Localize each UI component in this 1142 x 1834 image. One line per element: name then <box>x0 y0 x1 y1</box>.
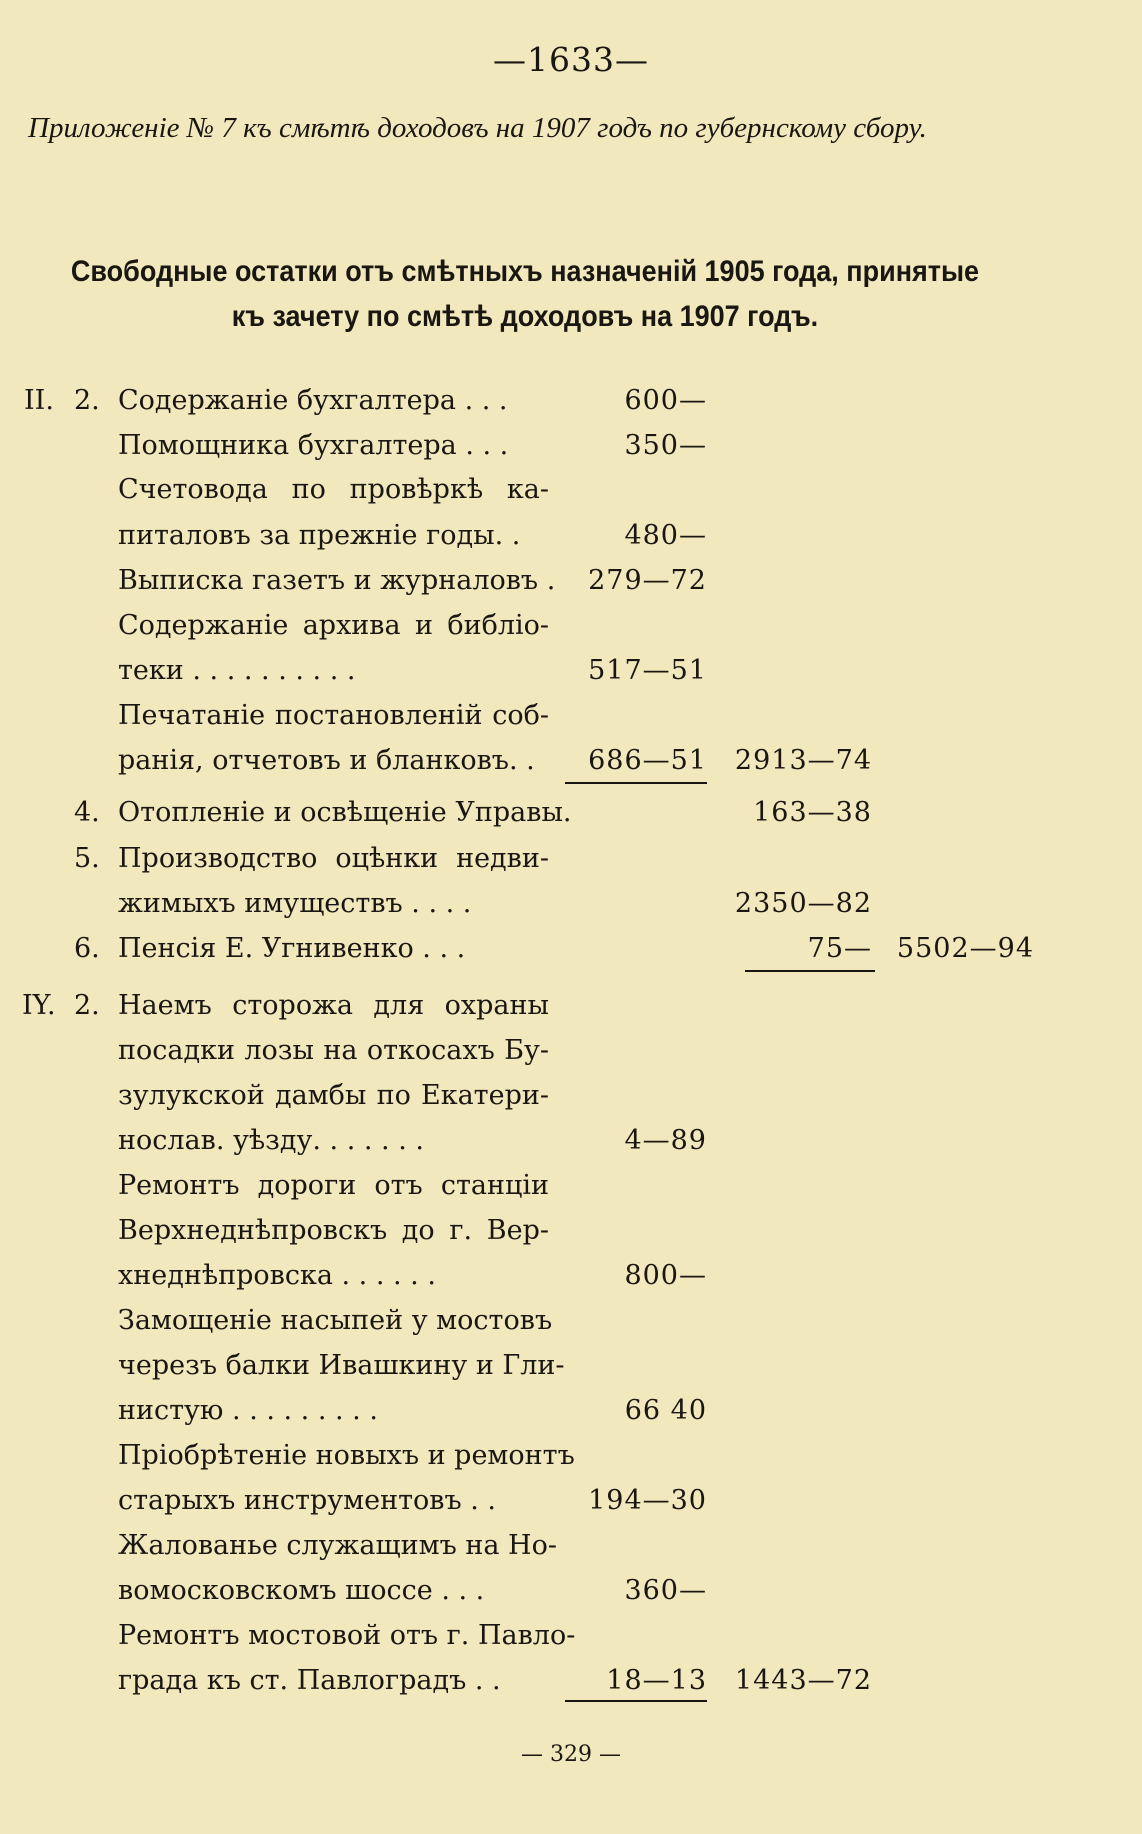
item-number: 4. <box>74 797 100 828</box>
entry-text: Помощника бухгалтера . . . <box>118 430 509 461</box>
item-number: 2. <box>74 385 100 416</box>
entry-text: посадки лозы на откосахъ Бу- <box>118 1035 549 1066</box>
entry-text: Пенсія Е. Угнивенко . . . <box>118 933 466 964</box>
entry-text: Наемъ сторожа для охраны <box>118 990 549 1021</box>
entry-amount: 480— <box>624 520 707 551</box>
entry-text: Ремонтъ дороги отъ станціи <box>118 1170 549 1201</box>
entry-text: хнеднѣпровска . . . . . . <box>118 1260 436 1291</box>
entry-amount: 75— <box>807 933 872 964</box>
entry-text: теки . . . . . . . . . . <box>118 655 356 686</box>
entry-text: града къ ст. Павлоградъ . . <box>118 1665 501 1696</box>
heading-line-2: къ зачету по смѣтѣ доходовъ на 1907 годъ. <box>231 300 819 333</box>
entry-amount: 2350—82 <box>734 888 872 919</box>
section-label: IY. <box>22 990 56 1021</box>
entry-text: Пріобрѣтеніе новыхъ и ремонтъ <box>118 1440 575 1471</box>
entry-text: Ремонтъ мостовой отъ г. Павло- <box>118 1620 576 1651</box>
heading-line-1: Свободные остатки отъ смѣтныхъ назначеній 1905 года, принятые <box>70 255 980 288</box>
entry-text: зулукской дамбы по Екатери- <box>118 1080 549 1111</box>
item-number: 6. <box>74 933 100 964</box>
entry-text: Производство оцѣнки недви- <box>118 843 549 874</box>
item-number: 5. <box>74 843 100 874</box>
underline <box>565 1700 707 1702</box>
entry-text: Содержаніе архива и библіо- <box>118 610 549 641</box>
entry-amount: 66 40 <box>624 1395 707 1426</box>
entry-text: питаловъ за прежніе годы. . <box>118 520 521 551</box>
entry-amount: 686—51 <box>588 745 707 776</box>
section-label: II. <box>24 385 54 416</box>
entry-text: Печатаніе постановленій соб- <box>118 700 549 731</box>
entry-text: Содержаніе бухгалтера . . . <box>118 385 508 416</box>
entry-text: нослав. уѣзду. . . . . . . <box>118 1125 424 1156</box>
entry-amount: 4—89 <box>624 1125 707 1156</box>
entry-text: вомосковскомъ шоссе . . . <box>118 1575 485 1606</box>
entry-text: черезъ балки Ивашкину и Гли- <box>118 1350 565 1381</box>
entry-amount: 163—38 <box>753 797 872 828</box>
entry-amount: 350— <box>624 430 707 461</box>
subtotal-amount: 2913—74 <box>734 745 872 776</box>
item-number: 2. <box>74 990 100 1021</box>
entry-text: Выписка газетъ и журналовъ . <box>118 565 556 596</box>
entry-text: Верхнеднѣпровскъ до г. Вер- <box>118 1215 549 1246</box>
entry-amount: 18—13 <box>606 1665 707 1696</box>
entry-amount: 517—51 <box>588 655 707 686</box>
entry-text: жимыхъ имуществъ . . . . <box>118 888 472 919</box>
entry-amount: 800— <box>624 1260 707 1291</box>
entry-text: Счетовода по провѣркѣ ка- <box>118 474 549 505</box>
entry-amount: 360— <box>624 1575 707 1606</box>
entry-text: Отопленіе и освѣщеніе Управы. <box>118 797 572 828</box>
page-footer: — 329 — <box>521 1742 621 1767</box>
entry-amount: 600— <box>624 385 707 416</box>
page-number: —1633— <box>493 40 649 79</box>
underline <box>745 970 875 972</box>
entry-text: нистую . . . . . . . . . <box>118 1395 378 1426</box>
subtotal-amount: 1443—72 <box>734 1665 872 1696</box>
entry-text: Жалованье служащимъ на Но- <box>118 1530 557 1561</box>
entry-text: старыхъ инструментовъ . . <box>118 1485 497 1516</box>
entry-text: ранія, отчетовъ и бланковъ. . <box>118 745 535 776</box>
entry-text: Замощеніе насыпей у мостовъ <box>118 1305 553 1336</box>
appendix-title: Приложеніе № 7 къ смѣтѣ доходовъ на 1907 годъ по губернскому сбору. <box>28 112 927 144</box>
total-amount: 5502—94 <box>896 933 1034 964</box>
entry-amount: 194—30 <box>588 1485 707 1516</box>
entry-amount: 279—72 <box>588 565 707 596</box>
underline <box>565 782 707 784</box>
